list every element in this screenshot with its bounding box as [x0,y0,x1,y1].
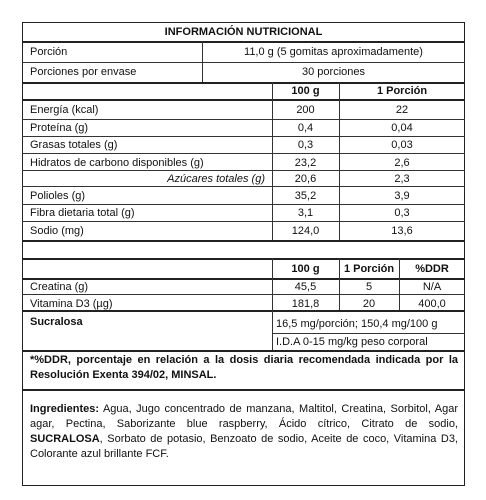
divider [22,153,465,154]
table1-label-protein: Proteína (g) [30,122,89,134]
table1-label-sugars: Azúcares totales (g) [167,173,265,185]
table1-vpor-polyols: 3,9 [394,190,410,202]
table2-ddr-creatine: N/A [422,281,442,293]
table1-vpor-sugars: 2,3 [394,173,410,185]
portion-value: 11,0 g (5 gomitas aproximadamente) [244,46,423,58]
servings-value: 30 porciones [302,66,365,78]
table1-v100-sugars: 20,6 [294,173,317,185]
table1-label-sodium: Sodio (mg) [30,225,84,237]
table1-header-portion: 1 Porción [376,85,428,97]
divider [22,240,465,242]
table2-header-portion: 1 Porción [343,263,395,275]
table1-vpor-fat: 0,03 [391,139,413,151]
divider [272,258,273,310]
portion-label: Porción [30,46,68,58]
table2-vpor-creatine: 5 [365,281,373,293]
servings-label: Porciones por envase [30,66,137,78]
table1-label-fiber: Fibra dietaria total (g) [30,207,135,219]
panel-title: INFORMACIÓN NUTRICIONAL [164,26,323,38]
divider [22,204,465,205]
divider [22,119,465,120]
sucralosa-line2: I.D.A 0-15 mg/kg peso corporal [276,336,428,348]
table1-v100-fiber: 3,1 [297,207,314,219]
divider [339,258,340,310]
table2-header-ddr: %DDR [415,263,449,275]
divider [22,350,465,352]
divider [272,310,273,350]
table1-vpor-protein: 0,04 [391,122,413,134]
ingredients-label: Ingredientes: [30,403,100,415]
table2-ddr-vitd3: 400,0 [418,298,446,310]
ingredients-paragraph [30,402,458,464]
table2-label-creatine: Creatina (g) [30,281,89,293]
table1-label-carbs: Hidratos de carbono disponibles (g) [30,157,204,169]
divider [22,221,465,222]
table1-v100-protein: 0,4 [297,122,314,134]
sucralosa-line1: 16,5 mg/porción; 150,4 mg/100 g [276,318,438,330]
divider [202,41,203,82]
ingredients-text-1: Agua, Jugo concentrado de manzana, Maltitol, Creatina, Sorbitol, Agar agar, Pectina, Saborizante blue raspberry, Ácido cítrico, Citrato de sodio, [30,403,458,430]
divider [272,82,273,240]
divider [22,99,465,101]
divider [22,389,465,391]
divider [22,310,465,312]
table1-v100-carbs: 23,2 [294,157,317,169]
table1-vpor-carbs: 2,6 [394,157,410,169]
table1-label-polyols: Polioles (g) [30,190,86,202]
sucralosa-label: Sucralosa [30,316,83,328]
table2-label-vitd3: Vitamina D3 (µg) [30,298,113,310]
table1-vpor-fiber: 0,3 [394,207,410,219]
table1-v100-fat: 0,3 [297,139,314,151]
table1-vpor-sodium: 13,6 [391,225,413,237]
table1-header-100g: 100 g [291,85,320,97]
divider [22,186,465,187]
table1-label-fat: Grasas totales (g) [30,139,118,151]
ingredients-sucralosa: SUCRALOSA [30,433,100,445]
divider [399,258,400,310]
table1-v100-sodium: 124,0 [291,225,320,237]
table2-vpor-vitd3: 20 [362,298,376,310]
ddr-footnote: *%DDR, porcentaje en relación a la dosis diaria recomendada indicada por la Resolución Exenta 394/02, MINSAL. [30,354,458,381]
table1-v100-energy: 200 [296,104,315,116]
divider [339,82,340,240]
table2-header-100g: 100 g [291,263,320,275]
divider [272,333,465,334]
divider [22,41,465,43]
table1-label-energy: Energía (kcal) [30,104,99,116]
table1-v100-polyols: 35,2 [294,190,317,202]
divider [22,136,465,137]
divider [22,62,465,63]
ingredients-text-2: , Sorbato de potasio, Benzoato de sodio, Aceite de coco, Vitamina D3, Colorante azul brillante FCF. [30,433,458,460]
divider [22,170,465,171]
table2-v100-creatine: 45,5 [294,281,317,293]
table2-v100-vitd3: 181,8 [291,298,320,310]
table1-vpor-energy: 22 [395,104,409,116]
